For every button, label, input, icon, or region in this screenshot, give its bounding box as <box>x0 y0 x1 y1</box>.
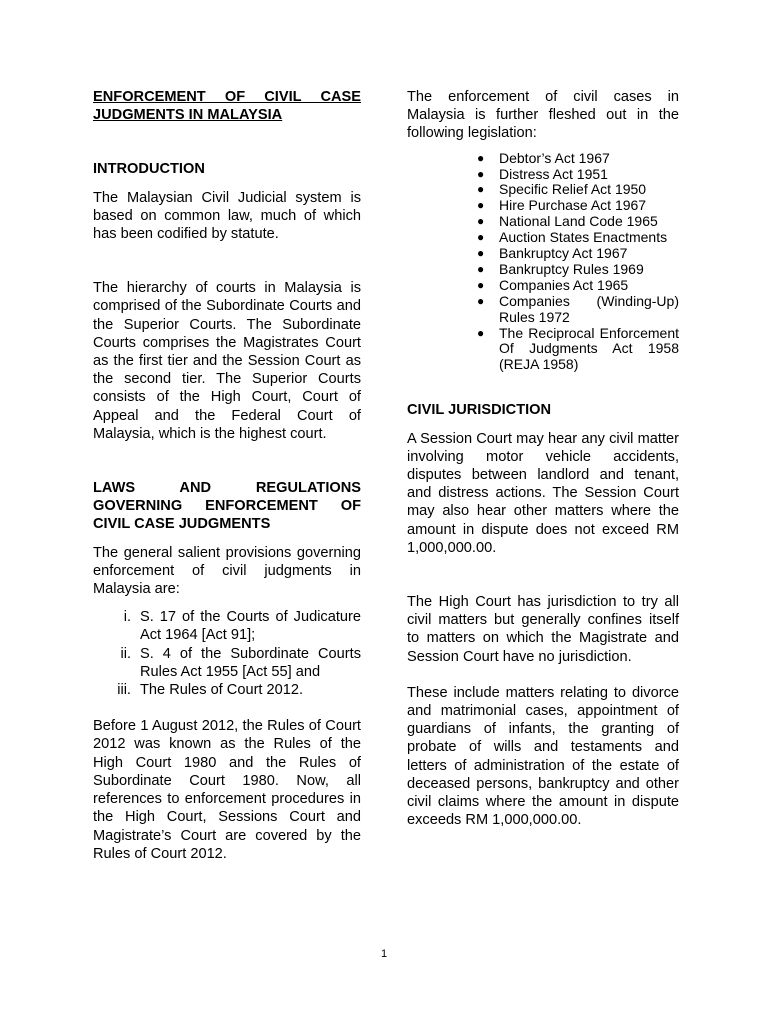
bullet-icon: ● <box>477 325 485 340</box>
legislation-intro: The enforcement of civil cases in Malaysia is further fleshed out in the following legislation: <box>407 89 679 142</box>
introduction-heading: INTRODUCTION <box>93 161 205 178</box>
list-item-text: Hire Purchase Act 1967 <box>499 197 647 214</box>
list-item-text: Auction States Enactments <box>499 229 668 246</box>
list-item-text: S. 4 of the Subordinate Courts Rules Act 1955 [Act 55] and <box>140 645 361 680</box>
list-item-text: Companies (Winding-Up) Rules 1972 <box>499 292 679 325</box>
left-column <box>93 88 361 863</box>
civil-jurisdiction-heading: CIVIL JURISDICTION <box>407 402 552 419</box>
list-item <box>407 326 679 374</box>
introduction-paragraph-2: The hierarchy of courts in Malaysia is comprised of the Subordinate Courts and the Superior Courts. The Subordinate Courts comprises the Magistrates Court as the first tier and the Session Court as the second tier. The Superior Courts consists of the High Court, Court of Appeal and the Federal Court of Malaysia, which is the highest court. <box>93 280 361 442</box>
list-item-text: Companies Act 1965 <box>499 276 629 293</box>
list-item <box>407 198 679 214</box>
laws-paragraph-2: Before 1 August 2012, the Rules of Court 2012 was known as the Rules of the High Court 1980 and the Rules of Subordinate Court 1980. Now, all references to enforcement procedures in the High Court, Sessions Court and Magistrate’s Court are covered by the Rules of Court 2012. <box>93 718 361 862</box>
bullet-icon: ● <box>477 150 485 165</box>
list-item <box>407 262 679 278</box>
list-item <box>407 151 679 167</box>
list-item-text: Specific Relief Act 1950 <box>499 181 647 198</box>
bullet-icon: ● <box>477 246 485 261</box>
bullet-icon: ● <box>477 277 485 292</box>
introduction-paragraph-1: The Malaysian Civil Judicial system is based on common law, much of which has been codified by statute. <box>93 189 361 243</box>
list-item-text: S. 17 of the Courts of Judicature Act 1964 [Act 91]; <box>140 609 361 644</box>
right-column <box>407 88 679 829</box>
bullet-icon: ● <box>477 230 485 245</box>
list-item <box>407 246 679 262</box>
list-item <box>407 214 679 230</box>
list-item-text: National Land Code 1965 <box>499 213 658 230</box>
list-item <box>93 608 361 644</box>
list-item <box>407 230 679 246</box>
list-item <box>93 645 361 681</box>
bullet-icon: ● <box>477 293 485 308</box>
bullet-icon: ● <box>477 214 485 229</box>
jurisdiction-paragraph-2: The High Court has jurisdiction to try all civil matters but generally confines itself to matters on which the Magistrate and Session Court have no jurisdiction. <box>407 593 679 665</box>
bullet-icon: ● <box>477 261 485 276</box>
list-item-text: Debtor’s Act 1967 <box>499 149 610 166</box>
list-item <box>93 681 361 699</box>
laws-paragraph-1: The general salient provisions governing enforcement of civil judgments in Malaysia are: <box>93 544 361 598</box>
list-item-text: Distress Act 1951 <box>499 165 608 182</box>
list-item-number: ii. <box>120 645 131 662</box>
list-item-text: The Reciprocal Enforcement Of Judgments Act 1958 (REJA 1958) <box>499 324 679 373</box>
list-item-text: Bankruptcy Rules 1969 <box>499 260 644 277</box>
laws-heading: LAWS AND REGULATIONS GOVERNING ENFORCEMENT OF CIVIL CASE JUDGMENTS <box>93 480 361 533</box>
bullet-icon: ● <box>477 198 485 213</box>
list-item <box>407 278 679 294</box>
list-item-number: iii. <box>117 682 131 699</box>
list-item <box>407 294 679 326</box>
bullet-icon: ● <box>477 182 485 197</box>
list-item <box>407 167 679 183</box>
jurisdiction-paragraph-3: These include matters relating to divorce and matrimonial cases, appointment of guardians of infants, the granting of probate of wills and testaments and letters of administration of the estate of deceased persons, bankruptcy and other civil claims where the amount in dispute exceeds RM 1,000,000.00. <box>407 684 679 829</box>
list-item-number: i. <box>123 609 131 626</box>
bullet-icon: ● <box>477 166 485 181</box>
document-title: ENFORCEMENT OF CIVIL CASE JUDGMENTS IN MALAYSIA <box>93 89 361 124</box>
provisions-list <box>93 608 361 699</box>
list-item-text: Bankruptcy Act 1967 <box>499 245 628 262</box>
list-item-text: The Rules of Court 2012. <box>140 682 304 699</box>
page-number: 1 <box>380 948 388 960</box>
legislation-list <box>407 151 679 374</box>
list-item <box>407 182 679 198</box>
jurisdiction-paragraph-1: A Session Court may hear any civil matter involving motor vehicle accidents, disputes between landlord and tenant, and distress actions. The Session Court may also hear other matters where the amount in dispute does not exceed RM 1,000,000.00. <box>407 430 679 556</box>
